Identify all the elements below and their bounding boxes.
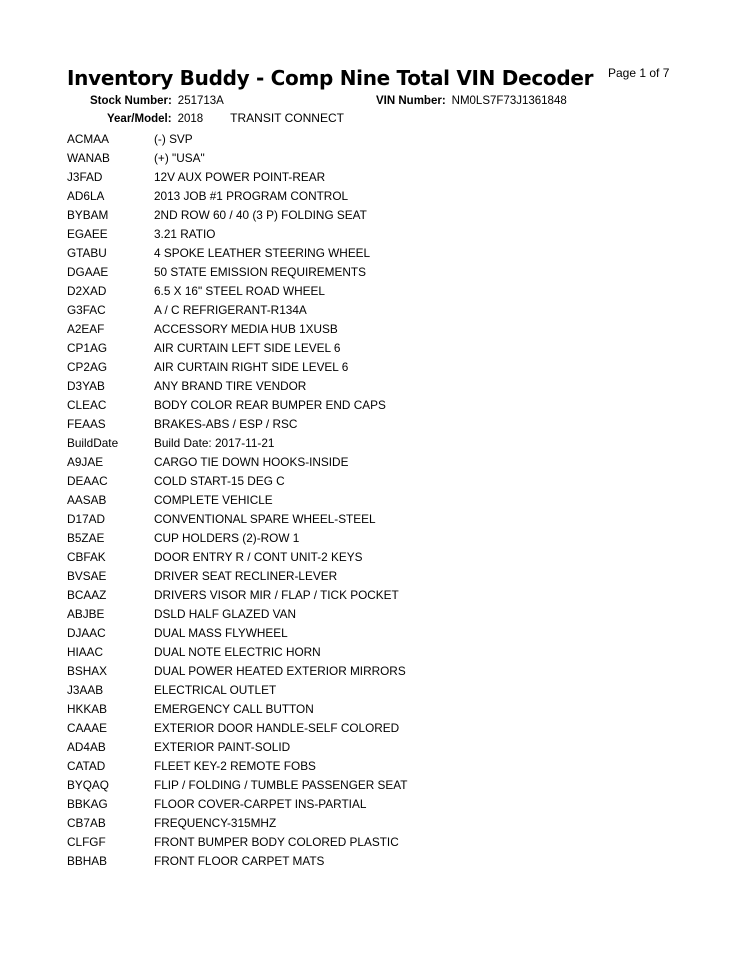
option-description: DRIVER SEAT RECLINER-LEVER bbox=[154, 569, 338, 583]
option-description: FLEET KEY-2 REMOTE FOBS bbox=[154, 759, 316, 773]
page-number: Page 1 of 7 bbox=[608, 66, 670, 80]
option-code: BVSAE bbox=[67, 569, 107, 583]
option-code: CATAD bbox=[67, 759, 106, 773]
option-description: 3.21 RATIO bbox=[154, 227, 216, 241]
option-code: WANAB bbox=[67, 151, 110, 165]
list-item bbox=[67, 301, 407, 320]
option-description: 4 SPOKE LEATHER STEERING WHEEL bbox=[154, 246, 371, 260]
list-item bbox=[67, 852, 407, 871]
option-description: DUAL NOTE ELECTRIC HORN bbox=[154, 645, 321, 659]
option-description: DRIVERS VISOR MIR / FLAP / TICK POCKET bbox=[154, 588, 399, 602]
option-code: HIAAC bbox=[67, 645, 104, 659]
option-description: FRONT FLOOR CARPET MATS bbox=[154, 854, 325, 868]
option-code: CBFAK bbox=[67, 550, 106, 564]
option-description: Build Date: 2017-11-21 bbox=[154, 436, 275, 450]
option-description: AIR CURTAIN LEFT SIDE LEVEL 6 bbox=[154, 341, 341, 355]
option-description: DUAL MASS FLYWHEEL bbox=[154, 626, 288, 640]
option-description: DUAL POWER HEATED EXTERIOR MIRRORS bbox=[154, 664, 406, 678]
option-code: D17AD bbox=[67, 512, 106, 526]
list-item bbox=[67, 206, 407, 225]
list-item bbox=[67, 149, 407, 168]
year-model-line bbox=[107, 111, 344, 125]
list-item bbox=[67, 662, 407, 681]
option-description: FLIP / FOLDING / TUMBLE PASSENGER SEAT bbox=[154, 778, 408, 792]
option-code: CP2AG bbox=[67, 360, 107, 374]
list-item bbox=[67, 434, 407, 453]
option-code: BYQAQ bbox=[67, 778, 109, 792]
list-item bbox=[67, 320, 407, 339]
option-code: G3FAC bbox=[67, 303, 106, 317]
option-description: ANY BRAND TIRE VENDOR bbox=[154, 379, 307, 393]
option-code-list bbox=[67, 130, 407, 871]
option-code: J3AAB bbox=[67, 683, 104, 697]
option-code: DGAAE bbox=[67, 265, 109, 279]
option-description: COMPLETE VEHICLE bbox=[154, 493, 273, 507]
option-description: A / C REFRIGERANT-R134A bbox=[154, 303, 307, 317]
list-item bbox=[67, 377, 407, 396]
option-code: HKKAB bbox=[67, 702, 107, 716]
option-code: J3FAD bbox=[67, 170, 103, 184]
stock-number-line bbox=[90, 95, 224, 107]
list-item bbox=[67, 453, 407, 472]
option-code: BCAAZ bbox=[67, 588, 107, 602]
option-code: FEAAS bbox=[67, 417, 106, 431]
model-value: TRANSIT CONNECT bbox=[230, 111, 344, 125]
option-description: COLD START-15 DEG C bbox=[154, 474, 285, 488]
list-item bbox=[67, 681, 407, 700]
list-item bbox=[67, 130, 407, 149]
list-item bbox=[67, 339, 407, 358]
option-description: FRONT BUMPER BODY COLORED PLASTIC bbox=[154, 835, 399, 849]
option-description: EXTERIOR DOOR HANDLE-SELF COLORED bbox=[154, 721, 400, 735]
option-code: D3YAB bbox=[67, 379, 105, 393]
list-item bbox=[67, 472, 407, 491]
option-code: A9JAE bbox=[67, 455, 104, 469]
option-code: A2EAF bbox=[67, 322, 105, 336]
option-description: 2ND ROW 60 / 40 (3 P) FOLDING SEAT bbox=[154, 208, 367, 222]
option-code: BYBAM bbox=[67, 208, 109, 222]
vin-number-line bbox=[376, 95, 567, 107]
option-description: FREQUENCY-315MHZ bbox=[154, 816, 277, 830]
page-title: Inventory Buddy - Comp Nine Total VIN Decoder bbox=[67, 66, 594, 90]
list-item bbox=[67, 643, 407, 662]
list-item bbox=[67, 776, 407, 795]
option-description: AIR CURTAIN RIGHT SIDE LEVEL 6 bbox=[154, 360, 349, 374]
option-code: CAAAE bbox=[67, 721, 107, 735]
list-item bbox=[67, 282, 407, 301]
list-item bbox=[67, 795, 407, 814]
list-item bbox=[67, 833, 407, 852]
option-description: 6.5 X 16" STEEL ROAD WHEEL bbox=[154, 284, 325, 298]
list-item bbox=[67, 510, 407, 529]
list-item bbox=[67, 586, 407, 605]
option-code: ABJBE bbox=[67, 607, 105, 621]
list-item bbox=[67, 548, 407, 567]
option-code: GTABU bbox=[67, 246, 107, 260]
list-item bbox=[67, 415, 407, 434]
list-item bbox=[67, 244, 407, 263]
stock-number-label: Stock Number: bbox=[90, 95, 172, 107]
option-description: EMERGENCY CALL BUTTON bbox=[154, 702, 314, 716]
list-item bbox=[67, 168, 407, 187]
option-description: 12V AUX POWER POINT-REAR bbox=[154, 170, 326, 184]
vin-number-label: VIN Number: bbox=[376, 95, 446, 107]
option-code: BSHAX bbox=[67, 664, 107, 678]
stock-number-value: 251713A bbox=[177, 95, 224, 107]
list-item bbox=[67, 358, 407, 377]
option-code: AASAB bbox=[67, 493, 107, 507]
list-item bbox=[67, 814, 407, 833]
option-code: BuildDate bbox=[67, 436, 119, 450]
option-description: (-) SVP bbox=[154, 132, 193, 146]
option-description: DSLD HALF GLAZED VAN bbox=[154, 607, 297, 621]
option-description: DOOR ENTRY R / CONT UNIT-2 KEYS bbox=[154, 550, 363, 564]
vin-number-value: NM0LS7F73J1361848 bbox=[451, 95, 567, 107]
list-item bbox=[67, 567, 407, 586]
option-code: D2XAD bbox=[67, 284, 107, 298]
list-item bbox=[67, 624, 407, 643]
list-item bbox=[67, 700, 407, 719]
option-code: CLFGF bbox=[67, 835, 106, 849]
list-item bbox=[67, 263, 407, 282]
option-code: ACMAA bbox=[67, 132, 109, 146]
option-code: CB7AB bbox=[67, 816, 106, 830]
option-description: CUP HOLDERS (2)-ROW 1 bbox=[154, 531, 300, 545]
option-code: CLEAC bbox=[67, 398, 107, 412]
list-item bbox=[67, 396, 407, 415]
option-description: CONVENTIONAL SPARE WHEEL-STEEL bbox=[154, 512, 376, 526]
option-description: ACCESSORY MEDIA HUB 1XUSB bbox=[154, 322, 338, 336]
option-description: EXTERIOR PAINT-SOLID bbox=[154, 740, 291, 754]
option-description: BRAKES-ABS / ESP / RSC bbox=[154, 417, 298, 431]
option-code: B5ZAE bbox=[67, 531, 105, 545]
option-description: CARGO TIE DOWN HOOKS-INSIDE bbox=[154, 455, 349, 469]
list-item bbox=[67, 529, 407, 548]
option-description: 2013 JOB #1 PROGRAM CONTROL bbox=[154, 189, 349, 203]
year-model-label: Year/Model: bbox=[107, 113, 172, 125]
option-code: BBHAB bbox=[67, 854, 107, 868]
list-item bbox=[67, 605, 407, 624]
option-description: ELECTRICAL OUTLET bbox=[154, 683, 277, 697]
year-value: 2018 bbox=[177, 113, 204, 125]
option-code: AD4AB bbox=[67, 740, 106, 754]
list-item bbox=[67, 491, 407, 510]
option-code: EGAEE bbox=[67, 227, 108, 241]
list-item bbox=[67, 719, 407, 738]
list-item bbox=[67, 225, 407, 244]
list-item bbox=[67, 187, 407, 206]
option-description: (+) "USA" bbox=[154, 151, 205, 165]
option-code: BBKAG bbox=[67, 797, 108, 811]
option-code: AD6LA bbox=[67, 189, 105, 203]
option-code: DEAAC bbox=[67, 474, 108, 488]
option-description: BODY COLOR REAR BUMPER END CAPS bbox=[154, 398, 386, 412]
option-code: DJAAC bbox=[67, 626, 106, 640]
option-description: 50 STATE EMISSION REQUIREMENTS bbox=[154, 265, 366, 279]
option-description: FLOOR COVER-CARPET INS-PARTIAL bbox=[154, 797, 367, 811]
list-item bbox=[67, 738, 407, 757]
option-code: CP1AG bbox=[67, 341, 107, 355]
list-item bbox=[67, 757, 407, 776]
